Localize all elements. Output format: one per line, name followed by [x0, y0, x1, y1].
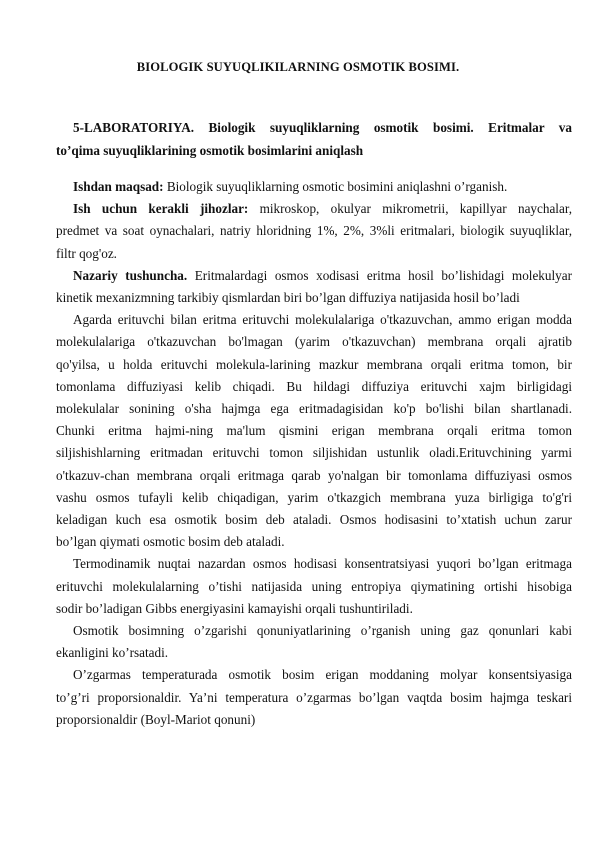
gas-law-line-2: ekanligini ko’rsatadi. — [56, 645, 169, 661]
purpose-text: Biologik suyuqliklarning osmotic bosimini aniqlashni o’rganish. — [163, 179, 508, 194]
gas-law-line-1: Osmotik bosimning o’zgarishi qonuniyatlarining o’rganish uning gaz qonunlari kabi — [73, 623, 572, 639]
osmosis-line-3: qo'yilsa, u holda erituvchi molekula-larining mazkur membrana orqali eritma tomon, bir — [56, 356, 572, 372]
equipment-line-1 — [56, 198, 572, 220]
boyle-line-1: O’zgarmas temperaturada osmotik bosim erigan moddaning molyar konsentsiyasiga — [73, 667, 572, 683]
purpose-label: Ishdan maqsad: — [73, 179, 164, 194]
equipment-line-2: predmet va soat oynachalari, natriy hloridning 1%, 2%, 3%li eritmalari, biologik suyuqliklar, — [56, 223, 572, 239]
osmosis-line-11: bo’lgan qiymati osmotic bosim deb ataladi. — [56, 534, 285, 550]
theory-text-1: Eritmalardagi osmos xodisasi eritma hosil bo’lishidagi molekulyar — [187, 267, 572, 283]
osmosis-line-10: keladigan kuch esa osmotik bosim deb ataladi. Osmos hodisasini to’xtatish uchun zarur — [56, 512, 572, 528]
boyle-line-2: to’g’ri proporsionaldir. Ya’ni temperatura o’zgarmas bo’lgan vaqtda bosim hajmga teskari — [56, 689, 572, 705]
lab-heading-line-2: to’qima suyuqliklarining osmotik bosimlarini aniqlash — [56, 142, 364, 158]
osmosis-line-8: o'tkazuv-chan membrana orqali eritmaga qarab yo'nalgan bir tomonlama diffuziyasi osmos — [56, 467, 572, 483]
osmosis-line-2: molekulalariga o'tkazuvchan bo'lmagan (yarim o'tkazuvchan) membrana orqali ajratib — [56, 334, 572, 350]
osmosis-line-9: vashu osmos tufayli kelib chiqadigan, yarim o'tkazgich membrana yuza birligiga to'g'ri — [56, 489, 572, 505]
osmosis-line-7: siljishishlarning eritmadan erituvchi tomon siljishidan ustunlik oladi.Erituvchining yarmi — [56, 445, 572, 461]
lab-heading — [56, 117, 572, 162]
boyle-line-3: proporsionaldir (Boyl-Mariot qonuni) — [56, 711, 256, 727]
thermo-line-3: sodir bo’ladigan Gibbs energiyasini kamayishi orqali tushuntiriladi. — [56, 600, 413, 616]
page-title: BIOLOGIK SUYUQLIKILARNING OSMOTIK BOSIMI. — [136, 60, 460, 74]
osmosis-line-1: Agarda erituvchi bilan eritma erituvchi molekulalariga o'tkazuvchan, ammo erigan modda — [73, 312, 572, 328]
equipment-label: Ish uchun kerakli jihozlar: — [73, 201, 249, 217]
theory-line-2: kinetik mexanizmning tarkibiy qismlardan biri bo’lgan diffuziya natijasida hosil bo’ladi — [56, 290, 520, 306]
purpose-paragraph — [56, 176, 572, 198]
thermo-line-2: erituvchi molekulalarning o’tishi natijasida uning entropiya qiymatining ortishi hisobiga — [56, 578, 572, 594]
equipment-line-3: filtr qog'oz. — [56, 245, 117, 261]
equipment-text-1: mikroskop, okulyar mikrometrii, kapillyar naychalar, — [248, 201, 572, 217]
osmosis-line-4: tomonlama diffuziyasi kelib chiqadi. Bu hildagi diffuziya erituvchi xajm birligidagi — [56, 378, 572, 394]
document-body — [56, 176, 572, 731]
osmosis-line-6: Chunki eritma hajmi-ning ma'lum qismini erigan membrana orqali eritma tomon — [56, 423, 572, 439]
lab-heading-line-1: 5-LABORATORIYA. Biologik suyuqliklarning osmotik bosimi. Eritmalar va — [73, 120, 572, 135]
thermo-line-1: Termodinamik nuqtai nazardan osmos hodisasi konsentratsiyasi yuqori bo’lgan eritmaga — [73, 556, 572, 572]
osmosis-line-5: molekulalar sonining o'sha hajmga ega eritmadagisidan ko'p bo'lishi bilan shartlanadi. — [56, 401, 572, 417]
theory-line-1 — [56, 265, 572, 287]
theory-label: Nazariy tushuncha. — [73, 267, 188, 283]
